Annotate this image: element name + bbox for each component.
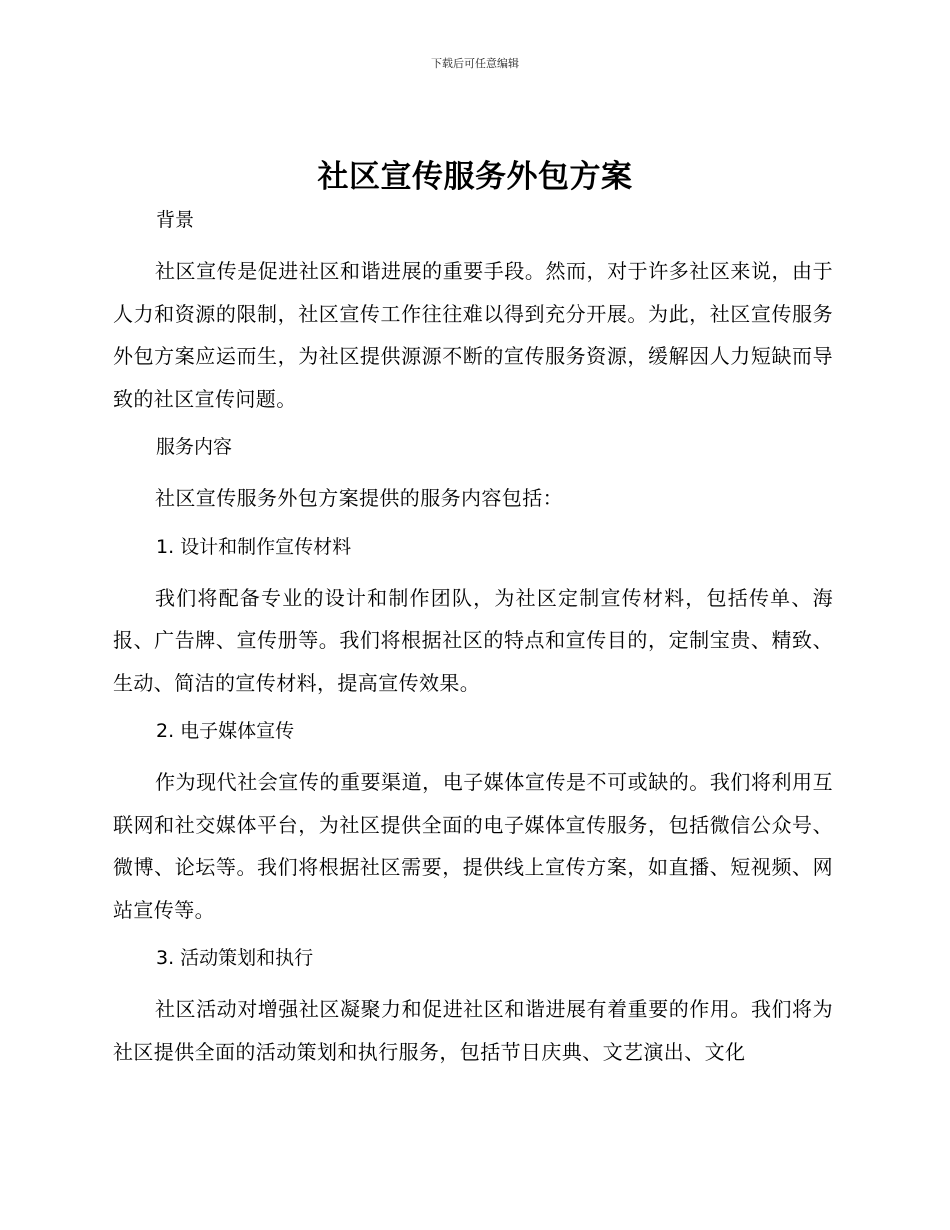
section-heading-background: 背景 xyxy=(156,209,195,231)
paragraph-background: 社区宣传是促进社区和谐进展的重要手段。然而，对于许多社区来说，由于人力和资源的限制，社区宣传工作往往难以得到充分开展。为此，社区宣传服务外包方案应运而生，为社区提供源源不断的宣传服务资源，缓解因人力短缺而导致的社区宣传问题。 xyxy=(113,259,833,411)
header-note: 下载后可任意编辑 xyxy=(431,57,519,70)
document-body xyxy=(113,205,833,1073)
paragraph-item3: 社区活动对增强社区凝聚力和促进社区和谐进展有着重要的作用。我们将为社区提供全面的活动策划和执行服务，包括节日庆典、文艺演出、文化 xyxy=(113,997,833,1064)
section-heading-item3: 3. 活动策划和执行 xyxy=(156,947,314,969)
paragraph-services-intro: 社区宣传服务外包方案提供的服务内容包括： xyxy=(155,486,563,510)
section-heading-services: 服务内容 xyxy=(156,436,233,458)
section-heading-item1: 1. 设计和制作宣传材料 xyxy=(156,535,352,558)
paragraph-item2: 作为现代社会宣传的重要渠道，电子媒体宣传是不可或缺的。我们将利用互联网和社交媒体平台，为社区提供全面的电子媒体宣传服务，包括微信公众号、微博、论坛等。我们将根据社区需要，提供线上宣传方案，如直播、短视频、网站宣传等。 xyxy=(113,770,833,922)
document-title: 社区宣传服务外包方案 xyxy=(317,159,633,195)
section-heading-item2: 2. 电子媒体宣传 xyxy=(156,720,295,742)
paragraph-item1: 我们将配备专业的设计和制作团队，为社区定制宣传材料，包括传单、海报、广告牌、宣传册等。我们将根据社区的特点和宣传目的，定制宝贵、精致、生动、简洁的宣传材料，提高宣传效果。 xyxy=(113,585,833,695)
